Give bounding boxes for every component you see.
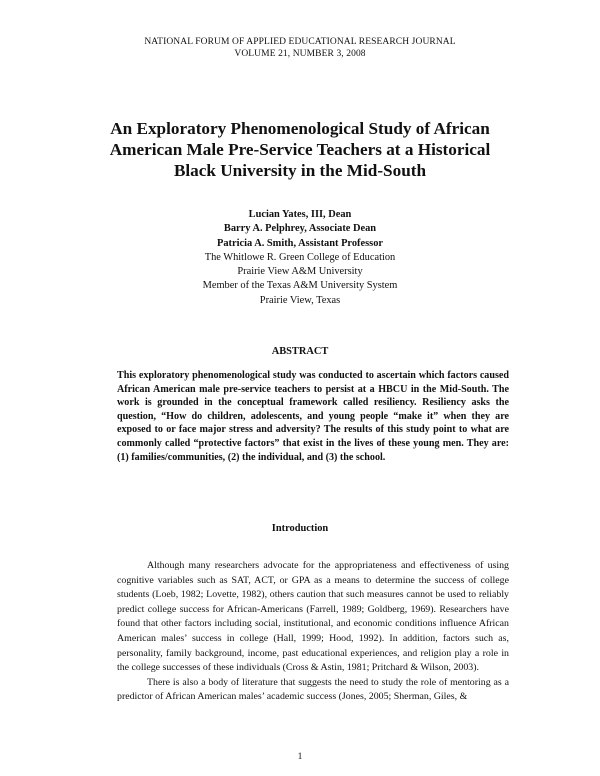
paragraph: Although many researchers advocate for the appropriateness and effectiveness of using cognitive variables such as SAT, ACT, or GPA as a means to determine the success of college students (Loeb, 1982; Lovette, 1982), others caution that such measures cannot be used to reliably predict college success for African-Americans (Farrell, 1989; Goldberg, 1969). Researchers have found that other factors including social, institutional, and economic conditions influence African American males’ success in college (Hall, 1999; Hood, 1992). In addition, factors such as, personality, family background, income, past educational experiences, and religion play a role in the college successes of these individuals (Cross & Astin, 1981; Pritchard & Wilson, 2003).	[117, 560, 509, 674]
paragraph: There is also a body of literature that suggests the need to study the role of mentoring as a predictor of African American males’ academic success (Jones, 2005; Sherman, Giles, &	[117, 676, 509, 703]
section-heading-introduction: Introduction	[271, 523, 329, 534]
page-number: 1	[297, 752, 303, 762]
journal-name: NATIONAL FORUM OF APPLIED EDUCATIONAL RESEARCH JOURNAL	[144, 37, 456, 47]
paper-title: An Exploratory Phenomenological Study of African American Male Pre-Service Teachers at a Historical Black University in the Mid-South	[109, 119, 491, 180]
journal-header	[0, 36, 600, 60]
abstract-text: This exploratory phenomenological study was conducted to ascertain which factors caused African American male pre-service teachers to persist at a HBCU in the Mid-South. The work is grounded in the conceptual framework called resiliency. Resiliency asks the question, “How do children, adolescents, and young people “make it” when they are exposed to or face major stress and adversity? The results of this study point to what are commonly called “protective factors” that exist in the lives of these young men. They are: (1) families/communities, (2) the individual, and (3) the school.	[117, 370, 509, 463]
abstract-heading: ABSTRACT	[271, 346, 329, 357]
affiliation: Member of the Texas A&M University System	[202, 280, 398, 292]
journal-volume: VOLUME 21, NUMBER 3, 2008	[234, 49, 366, 59]
author-name: Patricia A. Smith, Assistant Professor	[216, 237, 384, 249]
introduction-body	[117, 559, 509, 705]
affiliation: Prairie View A&M University	[237, 266, 363, 278]
affiliation: Prairie View, Texas	[259, 294, 341, 306]
author-block	[0, 208, 600, 308]
author-name: Lucian Yates, III, Dean	[248, 209, 352, 220]
affiliation: The Whitlowe R. Green College of Education	[204, 251, 396, 263]
author-name: Barry A. Pelphrey, Associate Dean	[223, 223, 377, 235]
